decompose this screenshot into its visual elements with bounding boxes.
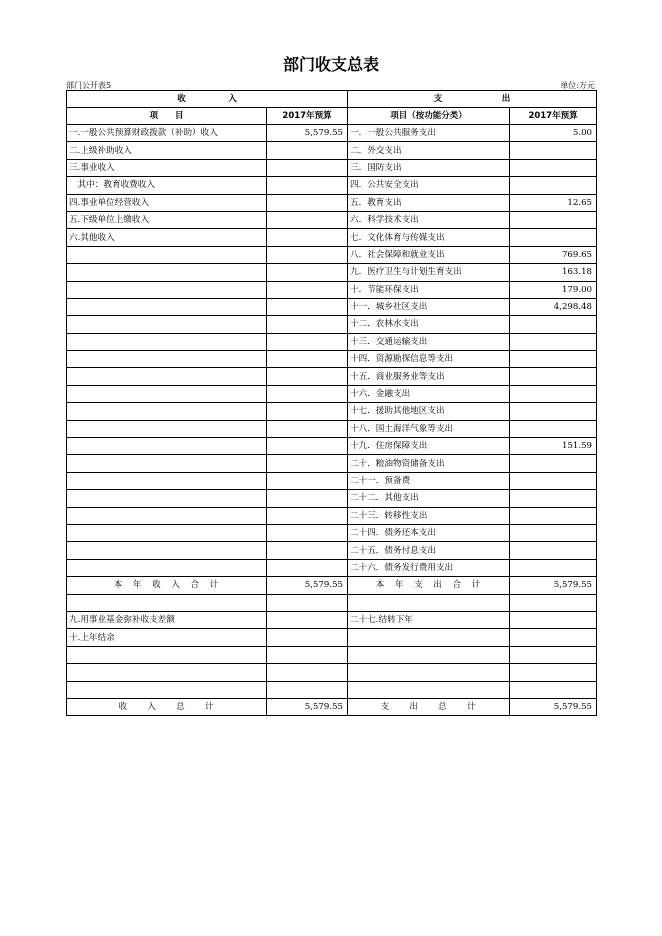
- expense-value-cell: [510, 524, 597, 541]
- income-value-cell: [267, 159, 348, 176]
- income-value-cell: [267, 420, 348, 437]
- income-item-cell: [67, 681, 267, 698]
- income-value-cell: [267, 542, 348, 559]
- table-row: [67, 629, 597, 646]
- expense-item-cell: 二十二．其他支出: [348, 490, 510, 507]
- income-value-cell: [267, 281, 348, 298]
- table-row: [67, 611, 597, 628]
- income-item-cell: [67, 403, 267, 420]
- income-item-cell: 四.事业单位经营收入: [67, 194, 267, 211]
- expense-item-cell: 十八．国土海洋气象等支出: [348, 420, 510, 437]
- income-item-cell: [67, 316, 267, 333]
- table-row: [67, 420, 597, 437]
- expense-value-cell: [510, 611, 597, 628]
- income-value-cell: [267, 194, 348, 211]
- budget-summary-table: [66, 90, 597, 716]
- expense-item-cell: 二．外交支出: [348, 142, 510, 159]
- expense-value-cell: [510, 490, 597, 507]
- income-item-cell: [67, 385, 267, 402]
- expense-item-cell: 支 出 总 计: [348, 698, 510, 715]
- expense-value-cell: [510, 403, 597, 420]
- income-item-cell: [67, 264, 267, 281]
- table-row: [67, 333, 597, 350]
- expense-item-cell: 五．教育支出: [348, 194, 510, 211]
- expense-value-cell: [510, 559, 597, 576]
- expense-value-cell: [510, 455, 597, 472]
- table-row: [67, 438, 597, 455]
- table-row: [67, 142, 597, 159]
- income-value-cell: [267, 629, 348, 646]
- income-item-cell: 本 年 收 入 合 计: [67, 577, 267, 594]
- expense-item-cell: 一．一般公共服务支出: [348, 125, 510, 142]
- expense-item-cell: 十．节能环保支出: [348, 281, 510, 298]
- income-value-cell: [267, 142, 348, 159]
- income-item-cell: 六.其他收入: [67, 229, 267, 246]
- table-row: [67, 316, 597, 333]
- income-item-cell: [67, 455, 267, 472]
- income-item-cell: 收 入 总 计: [67, 698, 267, 715]
- table-row: [67, 246, 597, 263]
- expense-item-cell: 本 年 支 出 合 计: [348, 577, 510, 594]
- income-item-cell: 其中：教育收费收入: [67, 177, 267, 194]
- income-item-cell: [67, 351, 267, 368]
- expense-item-cell: 七．文化体育与传媒支出: [348, 229, 510, 246]
- expense-value-cell: 4,298.48: [510, 298, 597, 315]
- income-value-cell: [267, 211, 348, 228]
- income-item-cell: [67, 420, 267, 437]
- income-item-cell: [67, 646, 267, 663]
- income-value-cell: [267, 368, 348, 385]
- income-item-cell: [67, 507, 267, 524]
- expense-item-cell: [348, 629, 510, 646]
- income-value-cell: [267, 403, 348, 420]
- income-value-cell: [267, 246, 348, 263]
- table-row: [67, 472, 597, 489]
- expense-item-cell: 二十四．债务还本支出: [348, 524, 510, 541]
- income-value-cell: 5,579.55: [267, 577, 348, 594]
- expense-value-cell: [510, 542, 597, 559]
- header-row-sub: [67, 108, 597, 125]
- income-value-cell: [267, 351, 348, 368]
- income-item-cell: [67, 664, 267, 681]
- income-value-cell: [267, 507, 348, 524]
- expense-value-cell: [510, 229, 597, 246]
- expense-value-cell: [510, 351, 597, 368]
- table-row: [67, 524, 597, 541]
- income-item-cell: [67, 524, 267, 541]
- table-row: [67, 177, 597, 194]
- income-value-cell: [267, 455, 348, 472]
- expense-item-cell: [348, 681, 510, 698]
- income-value-cell: [267, 559, 348, 576]
- expense-item-cell: 三．国防支出: [348, 159, 510, 176]
- income-item-cell: [67, 246, 267, 263]
- expense-header: 支 出: [348, 91, 597, 108]
- income-value-cell: [267, 177, 348, 194]
- income-item-cell: [67, 472, 267, 489]
- expense-value-cell: [510, 420, 597, 437]
- income-item-cell: [67, 490, 267, 507]
- table-row: [67, 194, 597, 211]
- income-item-cell: [67, 438, 267, 455]
- expense-value-cell: 12.65: [510, 194, 597, 211]
- expense-item-cell: 十五．商业服务业等支出: [348, 368, 510, 385]
- table-row: [67, 368, 597, 385]
- income-value-cell: [267, 298, 348, 315]
- table-row: [67, 455, 597, 472]
- expense-item-cell: 十一．城乡社区支出: [348, 298, 510, 315]
- income-item-cell: [67, 333, 267, 350]
- expense-item-cell: 十二．农林水支出: [348, 316, 510, 333]
- table-row: [67, 507, 597, 524]
- expense-item-cell: 二十．粮油物资储备支出: [348, 455, 510, 472]
- income-item-cell: [67, 298, 267, 315]
- expense-value-cell: 5,579.55: [510, 698, 597, 715]
- income-item-cell: [67, 368, 267, 385]
- expense-value-cell: [510, 646, 597, 663]
- income-value-cell: [267, 316, 348, 333]
- expense-value-cell: 151.59: [510, 438, 597, 455]
- expense-value-cell: [510, 159, 597, 176]
- table-row: [67, 559, 597, 576]
- income-value-cell: [267, 490, 348, 507]
- expense-value-cell: [510, 177, 597, 194]
- expense-item-cell: [348, 664, 510, 681]
- unit-label: 单位:万元: [560, 81, 595, 90]
- table-row: [67, 229, 597, 246]
- expense-item-cell: 八．社会保障和就业支出: [348, 246, 510, 263]
- income-item-cell: 十.上年结余: [67, 629, 267, 646]
- expense-value-cell: 5.00: [510, 125, 597, 142]
- expense-value-cell: [510, 681, 597, 698]
- expense-value-cell: [510, 211, 597, 228]
- table-row: [67, 664, 597, 681]
- expense-item-cell: 二十七.结转下年: [348, 611, 510, 628]
- expense-item-cell: 十六．金融支出: [348, 385, 510, 402]
- income-item-cell: 九.用事业基金弥补收支差额: [67, 611, 267, 628]
- expense-value-cell: 5,579.55: [510, 577, 597, 594]
- expense-value-cell: [510, 385, 597, 402]
- income-item-cell: [67, 281, 267, 298]
- expense-item-cell: 十三．交通运输支出: [348, 333, 510, 350]
- expense-value-cell: [510, 594, 597, 611]
- income-item-cell: [67, 594, 267, 611]
- income-value-cell: [267, 472, 348, 489]
- table-row: [67, 125, 597, 142]
- income-item-cell: [67, 542, 267, 559]
- expense-item-cell: [348, 646, 510, 663]
- income-value-cell: [267, 681, 348, 698]
- table-row: [67, 159, 597, 176]
- table-row: [67, 594, 597, 611]
- income-item-header: 项 目: [67, 108, 267, 125]
- table-row: [67, 403, 597, 420]
- expense-item-cell: 十九．住房保障支出: [348, 438, 510, 455]
- table-row: [67, 351, 597, 368]
- expense-value-cell: 769.65: [510, 246, 597, 263]
- table-row: [67, 542, 597, 559]
- income-value-cell: [267, 229, 348, 246]
- expense-value-cell: [510, 333, 597, 350]
- expense-budget-header: 2017年预算: [510, 108, 597, 125]
- income-item-cell: 一.一般公共预算财政拨款（补助）收入: [67, 125, 267, 142]
- page-title: 部门收支总表: [282, 55, 379, 74]
- form-number: 部门公开表5: [66, 81, 112, 90]
- income-value-cell: [267, 594, 348, 611]
- income-header: 收 入: [67, 91, 348, 108]
- expense-value-cell: [510, 368, 597, 385]
- table-row: [67, 681, 597, 698]
- table-row: [67, 281, 597, 298]
- income-value-cell: 5,579.55: [267, 125, 348, 142]
- expense-item-cell: 二十六．债务发行费用支出: [348, 559, 510, 576]
- table-row: [67, 577, 597, 594]
- expense-item-cell: 十七．援助其他地区支出: [348, 403, 510, 420]
- income-item-cell: [67, 559, 267, 576]
- table-row: [67, 211, 597, 228]
- income-value-cell: [267, 438, 348, 455]
- income-value-cell: [267, 611, 348, 628]
- expense-value-cell: [510, 142, 597, 159]
- income-value-cell: 5,579.55: [267, 698, 348, 715]
- expense-value-cell: 179.00: [510, 281, 597, 298]
- expense-value-cell: [510, 664, 597, 681]
- header-row-main: [67, 91, 597, 108]
- table-row: [67, 698, 597, 715]
- expense-item-cell: [348, 594, 510, 611]
- expense-value-cell: [510, 507, 597, 524]
- income-budget-header: 2017年预算: [267, 108, 348, 125]
- expense-value-cell: [510, 472, 597, 489]
- income-value-cell: [267, 333, 348, 350]
- table-row: [67, 385, 597, 402]
- expense-item-cell: 二十一．预备费: [348, 472, 510, 489]
- table-row: [67, 264, 597, 281]
- income-value-cell: [267, 524, 348, 541]
- table-row: [67, 490, 597, 507]
- income-value-cell: [267, 664, 348, 681]
- expense-value-cell: [510, 316, 597, 333]
- expense-item-cell: 四．公共安全支出: [348, 177, 510, 194]
- expense-item-cell: 二十三．转移性支出: [348, 507, 510, 524]
- income-item-cell: 五.下级单位上缴收入: [67, 211, 267, 228]
- expense-item-cell: 九．医疗卫生与计划生育支出: [348, 264, 510, 281]
- expense-item-cell: 六．科学技术支出: [348, 211, 510, 228]
- income-value-cell: [267, 264, 348, 281]
- expense-item-header: 项目（按功能分类）: [348, 108, 510, 125]
- table-row: [67, 646, 597, 663]
- income-value-cell: [267, 646, 348, 663]
- income-value-cell: [267, 385, 348, 402]
- expense-item-cell: 二十五．债务付息支出: [348, 542, 510, 559]
- table-row: [67, 298, 597, 315]
- expense-value-cell: 163.18: [510, 264, 597, 281]
- expense-value-cell: [510, 629, 597, 646]
- income-item-cell: 二.上级补助收入: [67, 142, 267, 159]
- income-item-cell: 三.事业收入: [67, 159, 267, 176]
- expense-item-cell: 十四．资源勘探信息等支出: [348, 351, 510, 368]
